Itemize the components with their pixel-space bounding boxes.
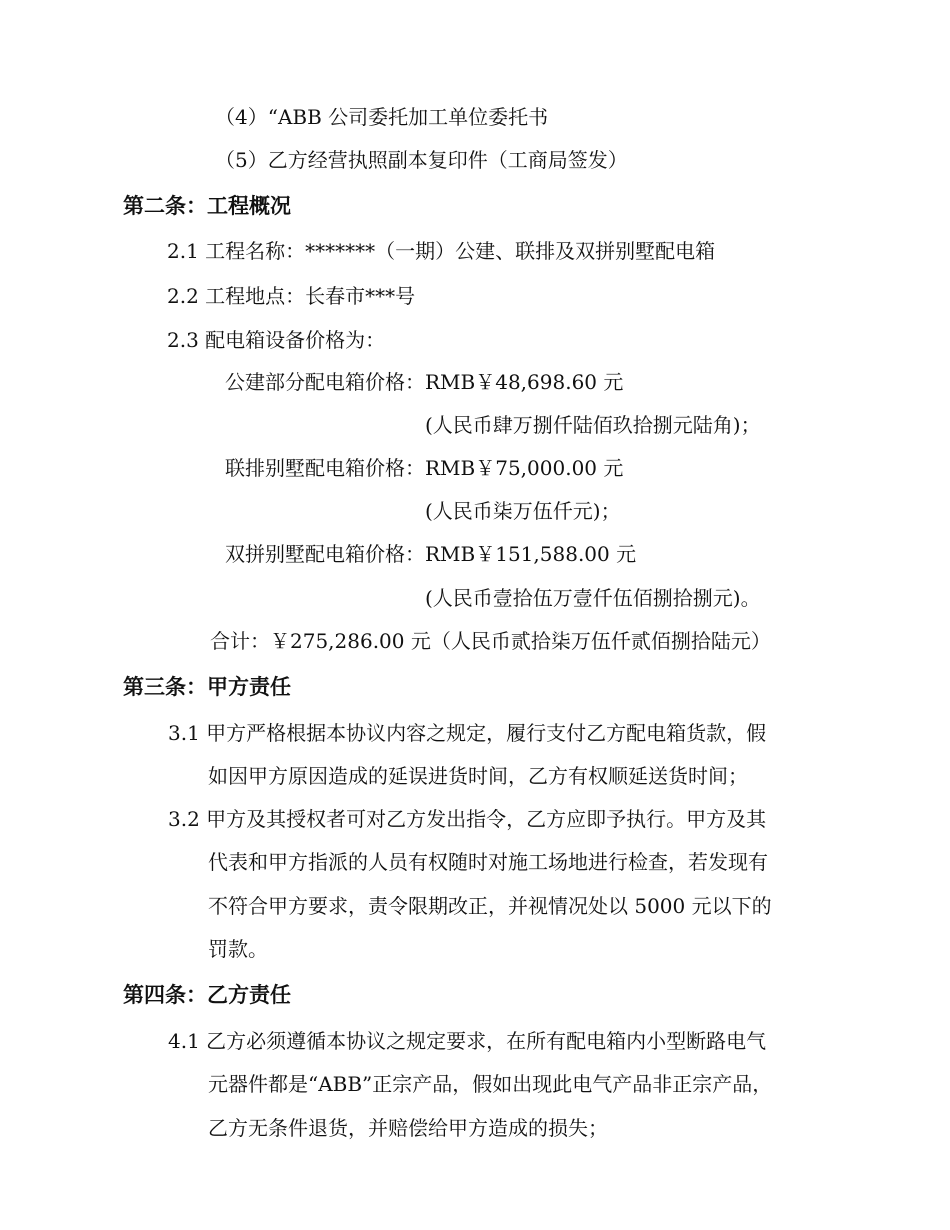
- article-2-heading: 第二条：工程概况: [123, 193, 291, 218]
- article-2-item-1: 2.1 工程名称：*******（一期）公建、联排及双拼别墅配电箱: [167, 239, 716, 263]
- article-4-heading: 第四条：乙方责任: [123, 982, 291, 1007]
- article-3-item-1-line-2: 如因甲方原因造成的延误进货时间，乙方有权顺延送货时间；: [208, 764, 748, 788]
- price-townhouse: 联排别墅配电箱价格：RMB￥75,000.00 元: [225, 456, 624, 480]
- article-2-item-3: 2.3 配电箱设备价格为：: [167, 328, 386, 352]
- article-4-item-1-line-1: 4.1 乙方必须遵循本协议之规定要求，在所有配电箱内小型断路电气: [168, 1029, 767, 1053]
- price-public-building-words: (人民币肆万捌仟陆佰玖拾捌元陆角)；: [425, 413, 761, 437]
- price-duplex-villa-words: (人民币壹拾伍万壹仟伍佰捌拾捌元)。: [425, 586, 761, 610]
- price-public-building: 公建部分配电箱价格：RMB￥48,698.60 元: [225, 370, 624, 394]
- article-4-item-1-line-3: 乙方无条件退货，并赔偿给甲方造成的损失；: [208, 1116, 608, 1140]
- article-3-item-1-line-1: 3.1 甲方严格根据本协议内容之规定，履行支付乙方配电箱货款，假: [168, 721, 767, 745]
- article-3-item-2-line-4: 罚款。: [208, 937, 268, 961]
- article-4-item-1-line-2: 元器件都是“ABB”正宗产品，假如出现此电气产品非正宗产品，: [208, 1072, 773, 1096]
- article-3-item-2-line-3: 不符合甲方要求，责令限期改正，并视情况处以 5000 元以下的: [208, 894, 772, 918]
- article-3-heading: 第三条：甲方责任: [123, 674, 291, 699]
- attachment-item-5: （5）乙方经营执照副本复印件（工商局签发）: [215, 148, 628, 172]
- attachment-item-4: （4）“ABB 公司委托加工单位委托书: [215, 105, 549, 129]
- article-2-item-2: 2.2 工程地点：长春市***号: [167, 284, 416, 308]
- price-duplex-villa: 双拼别墅配电箱价格：RMB￥151,588.00 元: [225, 542, 637, 566]
- price-townhouse-words: (人民币柒万伍仟元)；: [425, 499, 621, 523]
- price-total: 合计：￥275,286.00 元（人民币贰拾柒万伍仟贰佰捌拾陆元）: [210, 629, 771, 653]
- article-3-item-2-line-1: 3.2 甲方及其授权者可对乙方发出指令，乙方应即予执行。甲方及其: [168, 807, 767, 831]
- article-3-item-2-line-2: 代表和甲方指派的人员有权随时对施工场地进行检查，若发现有: [208, 850, 768, 874]
